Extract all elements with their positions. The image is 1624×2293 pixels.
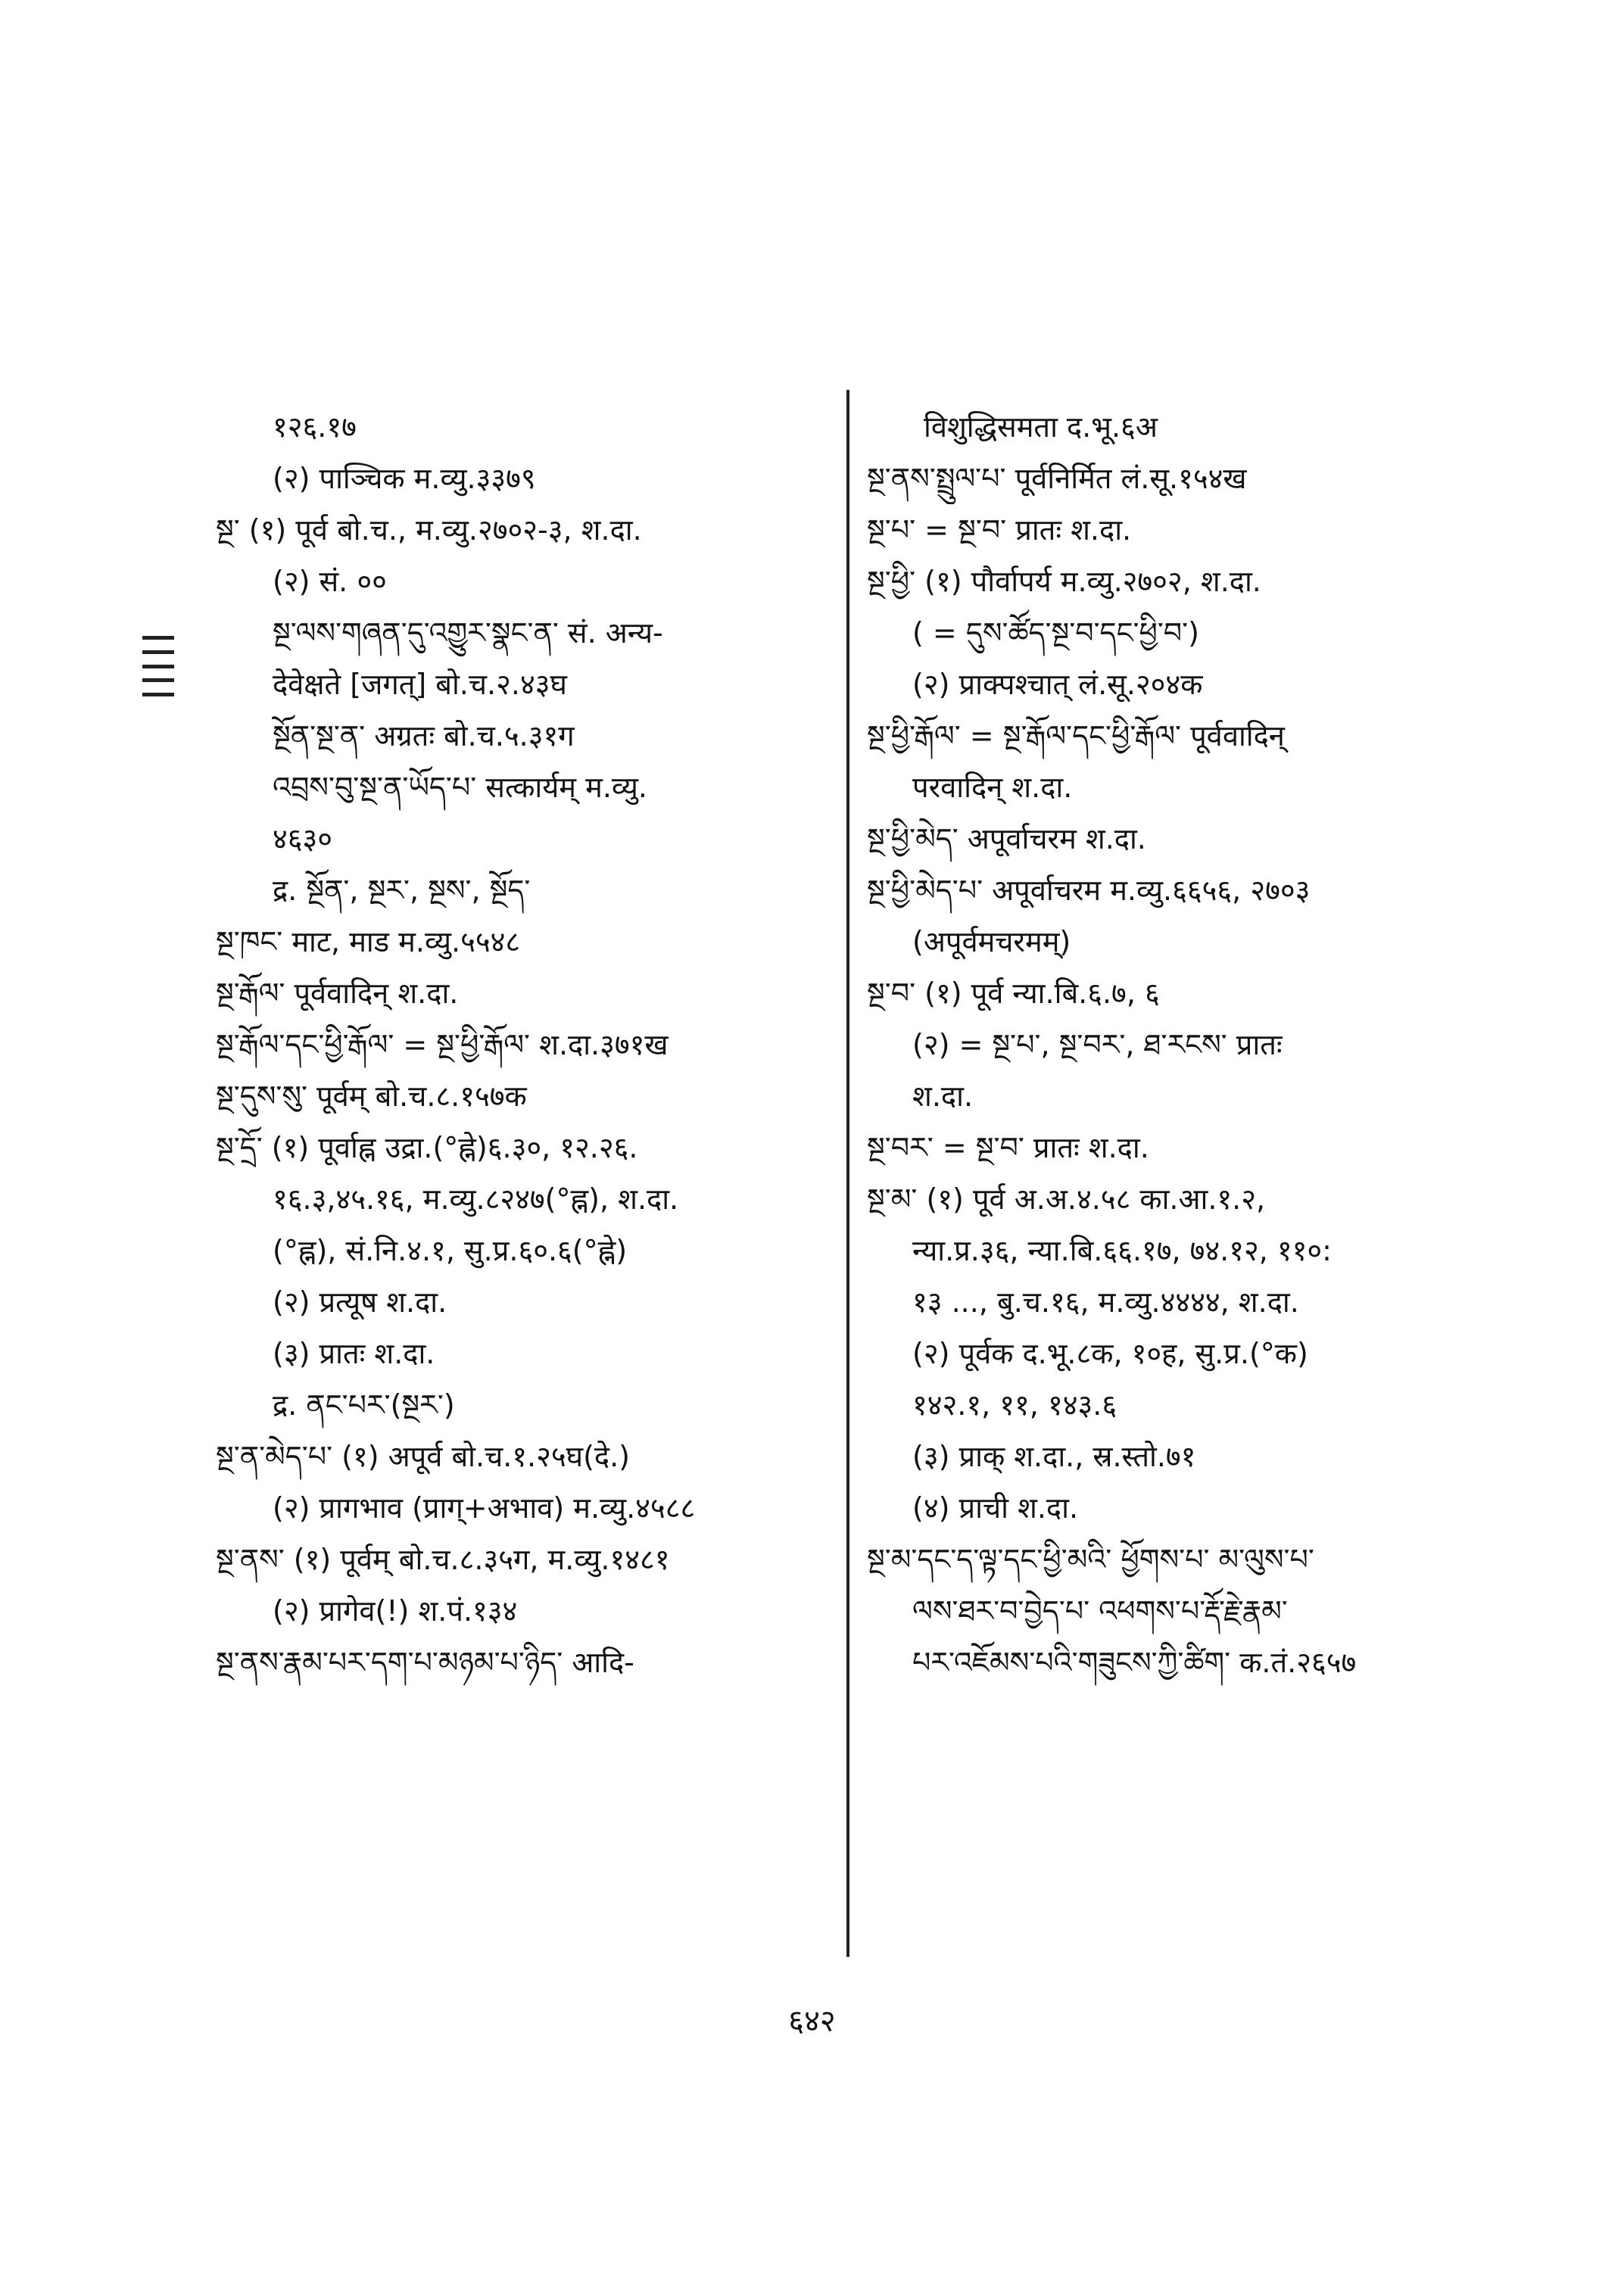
dictionary-entry-line: སྔ་ཁང་ माट, माड म.व्यु.५५४८: [216, 925, 521, 958]
dictionary-entry-line: (२) सं. ००: [273, 565, 387, 598]
dictionary-entry-line: སྔ་ཕྱི་མེད་ अपूर्वाचरम श.दा.: [867, 822, 1146, 855]
dictionary-entry-line: སྔ་དྲོ་ (१) पूर्वाह्न उद्रा.(°ह्ने)६.३०, १२.२६.: [216, 1131, 638, 1164]
page-number: ६४२: [788, 2004, 836, 2039]
tab-line: [142, 678, 174, 682]
dictionary-entry-line: སྔ་ནས་རྣམ་པར་དག་པ་མཉམ་པ་ཉིད་ आदि-: [216, 1646, 634, 1679]
dictionary-entry-line: (४) प्राची श.दा.: [912, 1491, 1079, 1525]
dictionary-entry-line: སྔ་ཕྱི་རྒོལ་ = སྔ་རྒོལ་དང་ཕྱི་རྒོལ་ पूर्ववादिन्: [867, 719, 1285, 752]
tab-line: [142, 636, 174, 640]
dictionary-entry-line: སྔ་མ་ (१) पूर्व अ.अ.४.५८ का.आ.१.२,: [867, 1182, 1266, 1216]
dictionary-entry-line: ལས་ཐར་བ་བྱེད་པ་ འཕགས་པ་རྡོ་རྗེ་རྣམ་: [912, 1594, 1288, 1628]
dictionary-entry-line: (२) प्राक्पश्चात् लं.सू.२०४क: [912, 668, 1203, 701]
dictionary-entry-line: ( = དུས་ཚོད་སྔ་བ་དང་ཕྱི་བ་): [912, 616, 1199, 650]
dictionary-entry-line: སྔ་ནས་སྤྲུལ་པ་ पूर्वनिर्मित लं.सू.१५४ख: [867, 462, 1247, 495]
dictionary-entry-line: སྔ་མ་དང་ད་ལྟ་དང་ཕྱི་མའི་ ཕྱོགས་པ་ མ་ལུས་པ་: [867, 1543, 1314, 1576]
dictionary-entry-line: १४२.१, ११, १४३.६: [912, 1388, 1117, 1422]
dictionary-entry-line: विशुद्धिसमता द.भू.६अ: [924, 410, 1158, 444]
dictionary-entry-line: श.दा.: [912, 1080, 974, 1113]
tab-line: [142, 665, 174, 668]
dictionary-entry-line: (२) प्रागेव(!) श.पं.१३४: [273, 1594, 518, 1628]
dictionary-entry-line: (२) = སྔ་པ་, སྔ་བར་, ཐ་རངས་ प्रातः: [912, 1028, 1283, 1061]
dictionary-entry-line: न्या.प्र.३६, न्या.बि.६६.१७, ७४.१२, ११०:: [912, 1234, 1332, 1267]
dictionary-entry-line: སྔ་ཕྱི་མེད་པ་ अपूर्वाचरम म.व्यु.६६५६, २७०३: [867, 874, 1311, 907]
column-divider: [846, 390, 849, 1957]
dictionary-entry-line: སྔོན་སྔ་ན་ अग्रतः बो.च.५.३१ग: [273, 719, 575, 752]
dictionary-entry-line: པར་འཇོམས་པའི་གཟུངས་ཀྱི་ཚིག་ क.तं.२६५७: [912, 1646, 1357, 1679]
left-column: [216, 401, 829, 1688]
dictionary-entry-line: སྔ་བ་ (१) पूर्व न्या.बि.६.७, ६: [867, 977, 1160, 1010]
dictionary-entry-line: (°ह्न), सं.नि.४.१, सु.प्र.६०.६(°ह्ने): [273, 1234, 628, 1267]
dictionary-entry-line: (३) प्रातः श.दा.: [273, 1337, 435, 1370]
tab-line: [142, 693, 174, 696]
dictionary-entry-line: (अपूर्वमचरमम्): [912, 925, 1071, 958]
dictionary-entry-line: སྔ་ཕྱི་ (१) पौर्वापर्य म.व्यु.२७०२, श.दा.: [867, 565, 1261, 598]
dictionary-entry-line: སྔ་བར་ = སྔ་བ་ प्रातः श.दा.: [867, 1131, 1149, 1164]
dictionary-entry-line: (२) पाञ्चिक म.व्यु.३३७९: [273, 462, 536, 495]
dictionary-entry-line: (२) प्रत्यूष श.दा.: [273, 1285, 447, 1319]
dictionary-entry-line: འབྲས་བུ་སྔ་ན་ཡོད་པ་ सत्कार्यम् म.व्यु.: [273, 771, 648, 804]
dictionary-entry-line: སྔ་ (१) पूर्व बो.च., म.व्यु.२७०२-३, श.दा.: [216, 513, 642, 547]
dictionary-entry-line: द्र. སྔོན་, སྔར་, སྔས་, སྔོད་: [273, 874, 531, 907]
dictionary-entry-line: द्र. ནང་པར་(སྔར་): [273, 1388, 455, 1422]
dictionary-entry-line: སྔ་ལས་གཞན་དུ་འགྱུར་སྣང་ན་ सं. अन्य-: [273, 616, 663, 650]
dictionary-entry-line: देवेक्षते [जगत्] बो.च.२.४३घ: [273, 668, 567, 701]
dictionary-entry-line: སྔ་རྒོལ་དང་ཕྱི་རྒོལ་ = སྔ་ཕྱི་རྒོལ་ श.दा.३७१ख: [216, 1028, 669, 1061]
dictionary-entry-line: སྔ་ནས་ (१) पूर्वम् बो.च.८.३५ग, म.व्यु.१४८१: [216, 1543, 670, 1576]
dictionary-entry-line: १६.३,४५.१६, म.व्यु.८२४७(°ह्न), श.दा.: [273, 1182, 679, 1216]
dictionary-entry-line: སྔ་རྒོལ་ पूर्ववादिन् श.दा.: [216, 977, 459, 1010]
dictionary-entry-line: སྔ་དུས་སུ་ पूर्वम् बो.च.८.१५७क: [216, 1080, 527, 1113]
dictionary-entry-line: (३) प्राक् श.दा., स्र.स्तो.७१: [912, 1440, 1196, 1473]
dictionary-entry-line: (२) पूर्वक द.भू.८क, १०ह, सु.प्र.(°क): [912, 1337, 1308, 1370]
dictionary-entry-line: ४६३०: [273, 822, 333, 855]
right-column: [867, 401, 1480, 1688]
tab-line: [142, 650, 174, 654]
dictionary-entry-line: १३ ..., बु.च.१६, म.व्यु.४४४४, श.दा.: [912, 1285, 1299, 1319]
dictionary-entry-line: སྔ་ན་མེད་པ་ (१) अपूर्व बो.च.१.२५घ(दे.): [216, 1440, 630, 1473]
dictionary-entry-line: परवादिन् श.दा.: [912, 771, 1073, 804]
dictionary-entry-line: १२६.१७: [273, 410, 357, 444]
margin-tab-mark: [142, 636, 174, 696]
dictionary-entry-line: (२) प्रागभाव (प्राग्+अभाव) म.व्यु.४५८८: [273, 1491, 696, 1525]
dictionary-entry-line: སྔ་པ་ = སྔ་བ་ प्रातः श.दा.: [867, 513, 1132, 547]
